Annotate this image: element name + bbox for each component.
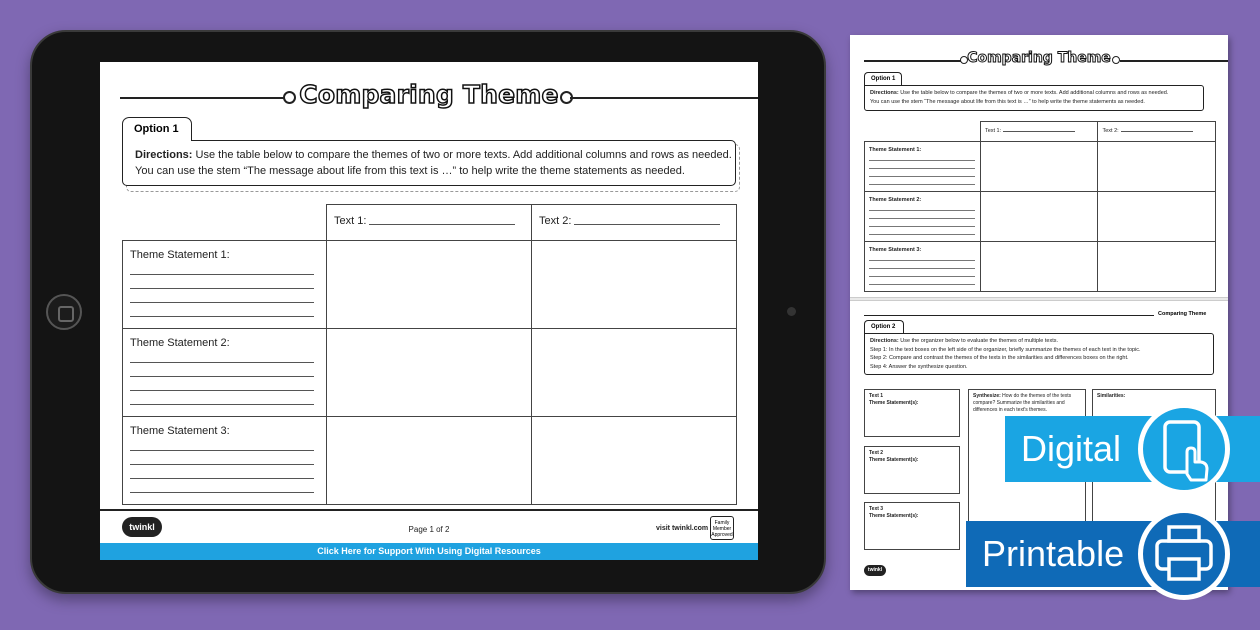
sheet-theme-statement-2: Theme Statement 2: (865, 192, 981, 242)
tablet-touch-icon (1138, 403, 1230, 495)
printable-label: Printable (966, 521, 1260, 587)
sheet-synthesize-box: Synthesize: How do the themes of the texts compare? Summarize the similarities and differences in each text's themes. (968, 389, 1086, 554)
support-link-bar[interactable]: Click Here for Support With Using Digital Resources (100, 543, 758, 560)
sheet-option-2-directions: Directions: Use the organizer below to evaluate the themes of multiple texts. Step 1: In the text boxes on the left side of the organizer, briefly summarize the themes of each text in the topic. Step 2: Compare and contrast the themes of the texts in the similarities and differences boxes on the right. Step 4: Answer the synthesize question. (864, 333, 1214, 375)
page-title: Comparing Theme (299, 80, 559, 109)
cell-3-1[interactable] (327, 417, 532, 505)
printable-sheet (850, 35, 1228, 590)
cell-3-2[interactable] (532, 417, 737, 505)
title-row (100, 80, 758, 116)
comparison-table (122, 204, 737, 505)
printer-icon (1138, 508, 1230, 600)
cell-2-1[interactable] (327, 329, 532, 417)
sheet-text-2-box: Text 2 Theme Statement(s): (864, 446, 960, 494)
sheet-title: Comparing Theme (967, 50, 1111, 66)
theme-statement-1[interactable]: Theme Statement 1: (123, 241, 327, 329)
page-number: Page 1 of 2 (408, 525, 450, 534)
option-1-tab: Option 1 (122, 117, 192, 141)
directions-box: Directions: Use the table below to compare the themes of two or more texts. Add additional columns and rows as needed. You can use the stem “The message about life from this text is …” to help write the theme statements as needed. (122, 140, 736, 186)
camera (787, 307, 796, 316)
sheet-option-2-tab: Option 2 (864, 320, 904, 333)
sheet-text-3-box: Text 3 Theme Statement(s): (864, 502, 960, 550)
page-break (850, 297, 1228, 301)
sheet-theme-statement-3: Theme Statement 3: (865, 242, 981, 292)
tablet-device (30, 30, 826, 594)
cell-1-1[interactable] (327, 241, 532, 329)
text-1-header[interactable]: Text 1: (327, 205, 532, 241)
home-button (46, 294, 82, 330)
cell-1-2[interactable] (532, 241, 737, 329)
cell-2-2[interactable] (532, 329, 737, 417)
sheet-twinkl-logo: twinkl (864, 565, 886, 576)
sheet-text-1-header: Text 1: (980, 122, 1098, 142)
approved-badge: Family Member Approved (710, 516, 734, 540)
visit-link[interactable]: visit twinkl.com (656, 525, 709, 532)
sheet-theme-statement-1: Theme Statement 1: (865, 142, 981, 192)
text-2-header[interactable]: Text 2: (532, 205, 737, 241)
sheet-page-2-title: Comparing Theme (1158, 311, 1207, 317)
page-footer (100, 509, 758, 543)
theme-statement-2[interactable]: Theme Statement 2: (123, 329, 327, 417)
sheet-option-1-tab: Option 1 (864, 72, 902, 85)
sheet-option-1-directions: Directions: Use the table below to compare the themes of two or more texts. Add additional columns and rows as needed. You can use the stem “The message about life from this text is …” to help write the theme statements as needed. (864, 85, 1204, 111)
theme-statement-3[interactable]: Theme Statement 3: (123, 417, 327, 505)
sheet-comparison-table (864, 121, 1216, 292)
digital-label: Digital (1005, 416, 1260, 482)
tablet-screen (100, 62, 758, 560)
sheet-text-2-header: Text 2: (1098, 122, 1216, 142)
twinkl-logo: twinkl (122, 517, 162, 537)
sheet-text-1-box: Text 1 Theme Statement(s): (864, 389, 960, 437)
sheet-similarities-box: Similarities: (1092, 389, 1216, 554)
